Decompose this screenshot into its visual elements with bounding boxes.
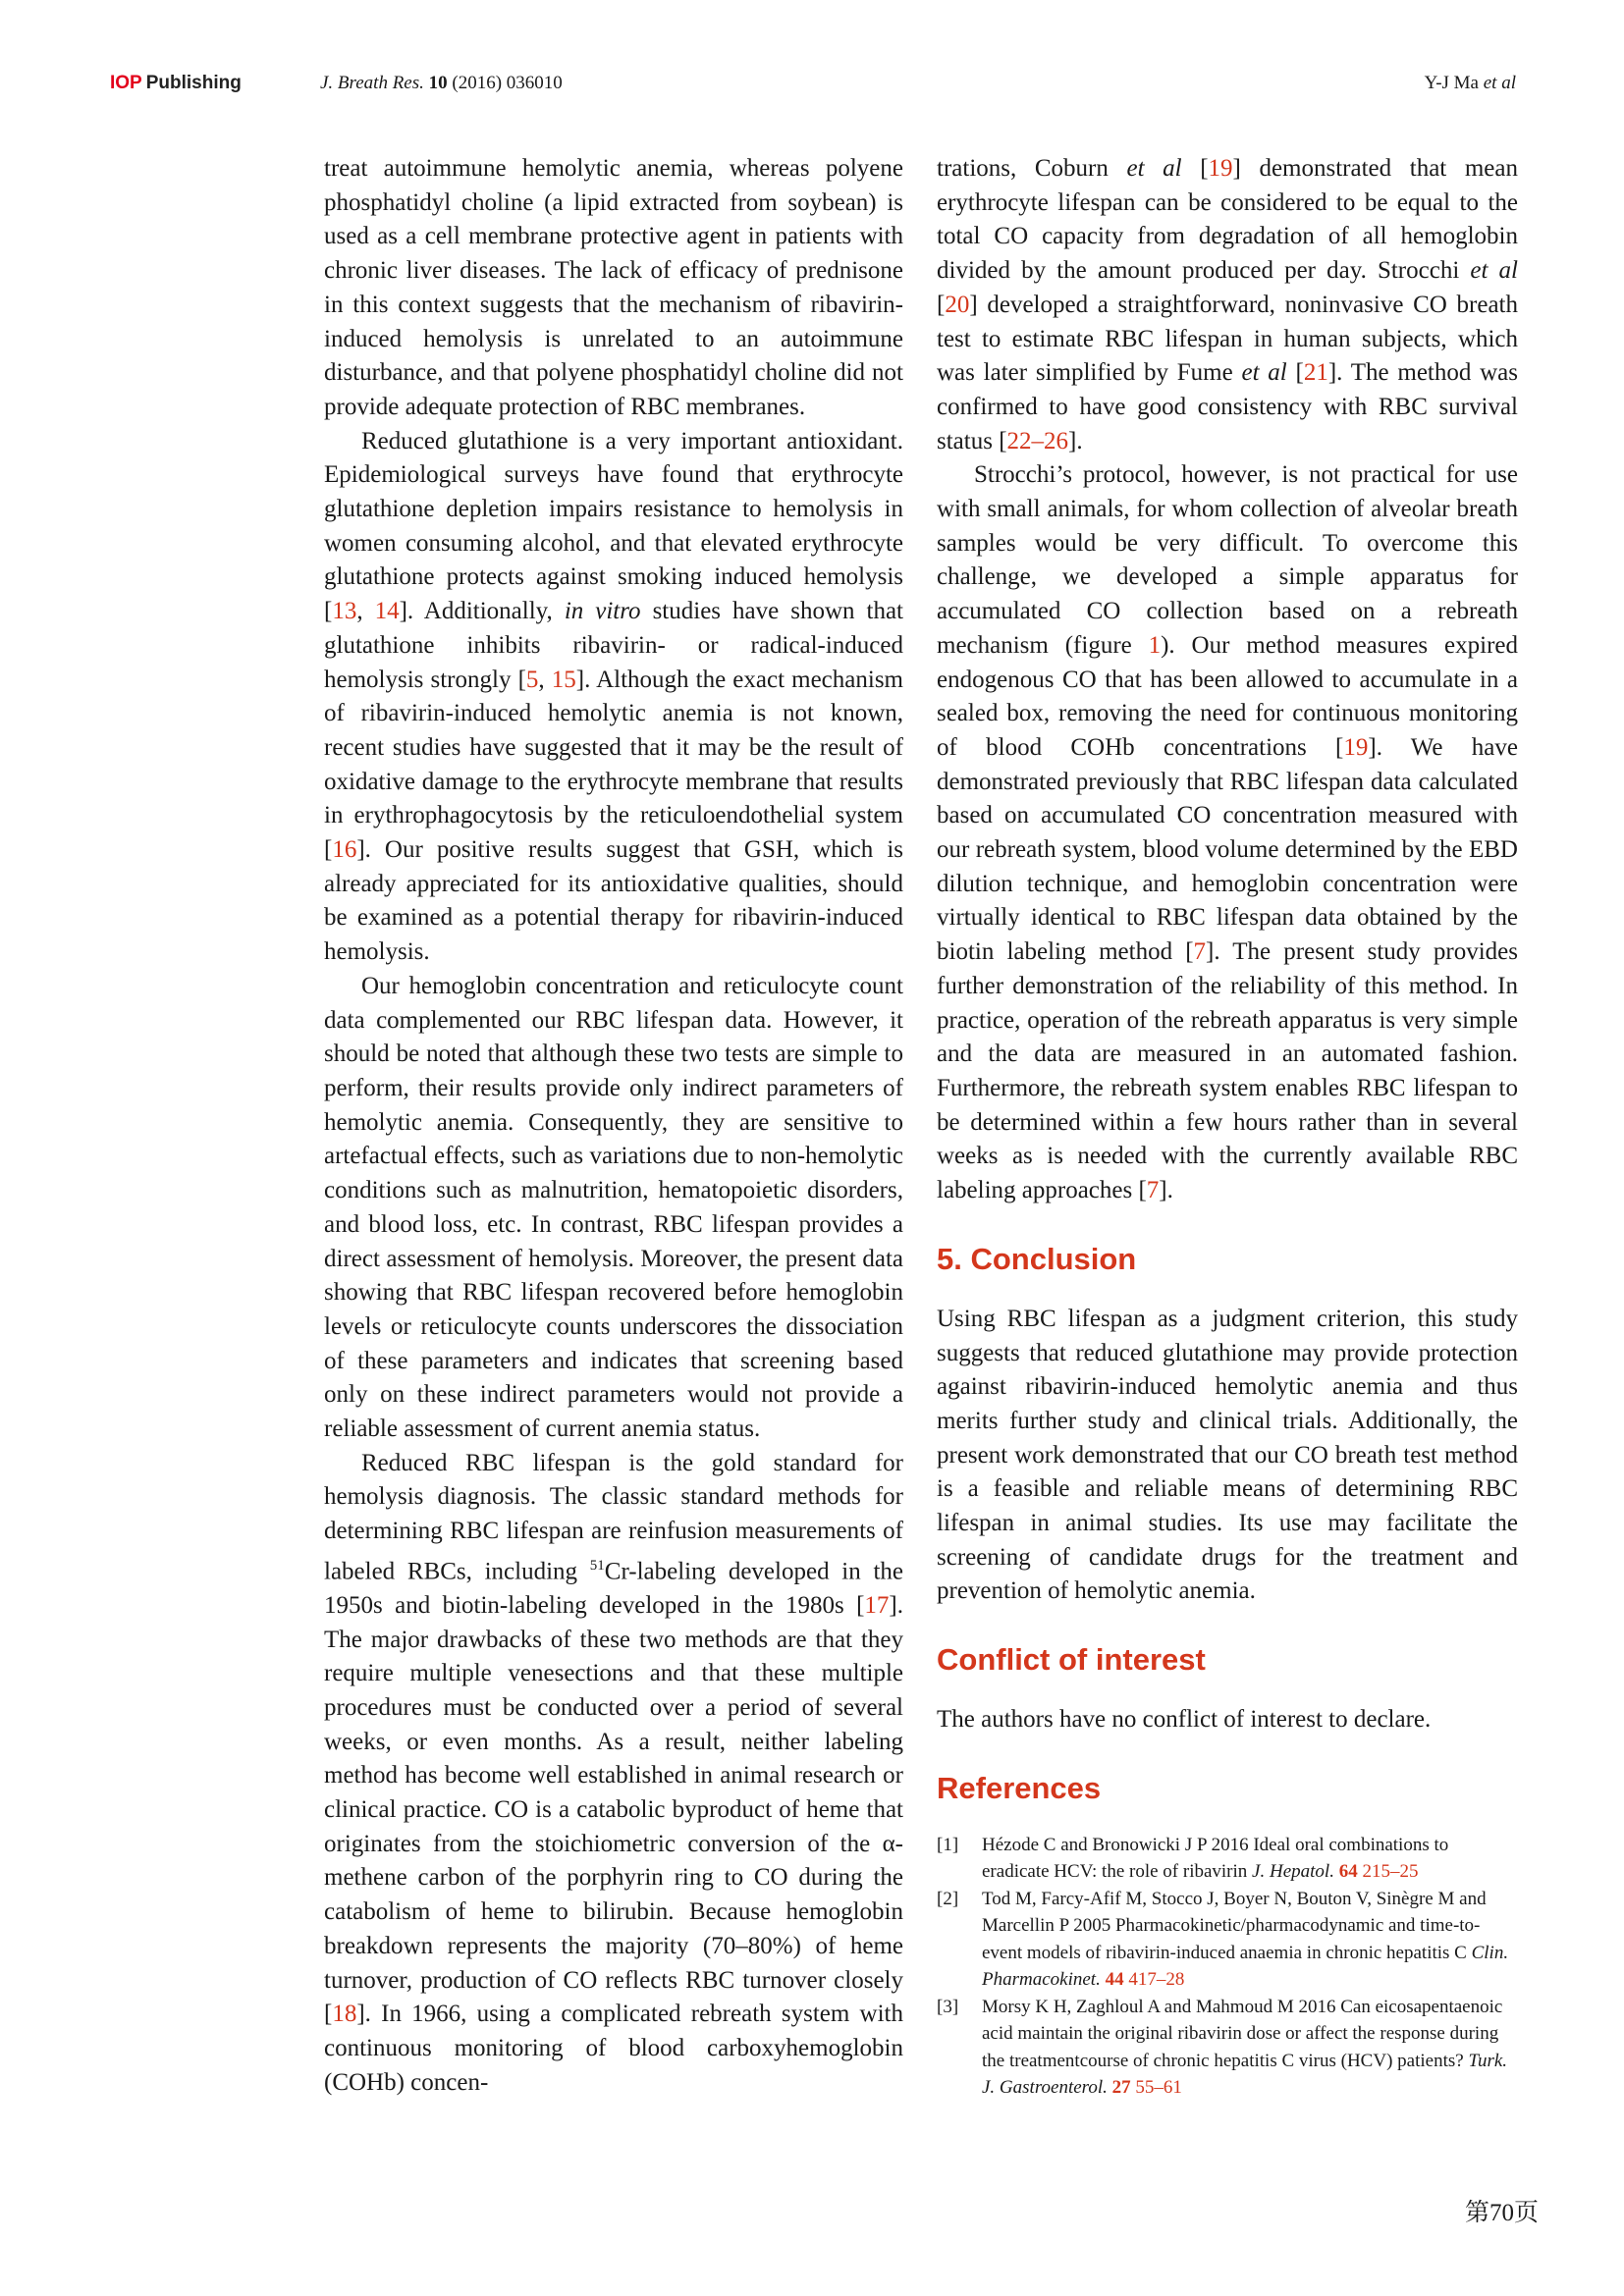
reference-text: Tod M, Farcy-Afif M, Stocco J, Boyer N, Bouton V, Sinègre M and Marcellin P 2005 Pharmacokinetic/pharmacodynamic and time-to-event models of ribavirin-induced anaemia in chronic hepatitis C Clin. Pharmacokinet. 44 417–28 xyxy=(982,1888,1509,1991)
reference-list xyxy=(937,1832,1518,2102)
journal-year-id: (2016) 036010 xyxy=(452,73,563,93)
citation-link[interactable]: 21 xyxy=(1303,359,1328,387)
citation-link[interactable]: 15 xyxy=(551,666,576,693)
reference-journal: Clin. Pharmacokinet. xyxy=(982,1942,1509,1991)
publisher-name: Publishing xyxy=(145,73,242,93)
figure-link[interactable]: 1 xyxy=(1148,631,1162,659)
reference-number: [1] xyxy=(937,1834,959,1855)
paragraph: treat autoimmune hemolytic anemia, whereas polyene phosphatidyl choline (a lipid extracted from soybean) is used as a cell membrane protective agent in patients with chronic liver diseases. The lack of efficacy of prednisone in this context suggests that the mechanism of ribavirin-induced hemolysis is unrelated to an autoimmune disturbance, and that polyene phosphatidyl choline did not provide adequate protection of RBC membranes. xyxy=(324,155,903,420)
journal-citation xyxy=(320,73,563,94)
left-column xyxy=(324,152,903,2100)
reference-item xyxy=(937,1832,1518,1886)
reference-pages-link[interactable]: 417–28 xyxy=(1128,1969,1185,1991)
citation-link[interactable]: 22–26 xyxy=(1006,427,1069,454)
journal-name: J. Breath Res. xyxy=(320,73,424,93)
iop-logo: IOP xyxy=(110,73,142,93)
conflict-paragraph: The authors have no conflict of interest to declare. xyxy=(937,1706,1432,1734)
reference-number: [2] xyxy=(937,1888,959,1909)
citation-link[interactable]: 7 xyxy=(1146,1177,1160,1204)
publisher-logo xyxy=(110,73,242,94)
citation-link[interactable]: 20 xyxy=(945,291,970,318)
reference-text: Morsy K H, Zaghloul A and Mahmoud M 2016 Can eicosapentaenoic acid maintain the original ribavirin dose or affect the response during the treatmentcourse of chronic hepatitis C virus (HCV) patients? Turk. J. Gastroenterol. 27 55–61 xyxy=(982,1996,1508,2099)
page-number: 第70页 xyxy=(1465,2200,1540,2226)
citation-link[interactable]: 19 xyxy=(1343,733,1369,761)
citation-link[interactable]: 19 xyxy=(1208,155,1233,182)
reference-volume-link[interactable]: 64 xyxy=(1333,1861,1363,1883)
reference-pages-link[interactable]: 215–25 xyxy=(1362,1861,1419,1883)
citation-link[interactable]: 18 xyxy=(332,2001,357,2028)
citation-link[interactable]: 7 xyxy=(1193,938,1207,966)
paragraph: trations, Coburn et al [19] demonstrated that mean erythrocyte lifespan can be considered to be equal to the total CO capacity from degradation of all hemoglobin divided by the amount produced per day. Strocchi et al [20] developed a straightforward, noninvasive CO breath test to estimate RBC lifespan in human subjects, which was later simplified by Fume et al [21]. The method was confirmed to have good consistency with RBC survival status [22–26]. xyxy=(937,155,1519,454)
conclusion-paragraph: Using RBC lifespan as a judgment criterion, this study suggests that reduced glutathione may provide protection against ribavirin-induced hemolytic anemia and thus merits further study and clinical trials. Additionally, the present work demonstrated that our CO breath test method is a feasible and reliable means of determining RBC lifespan in animal studies. Its use may facilitate the screening of candidate drugs for the treatment and prevention of hemolytic anemia. xyxy=(937,1305,1518,1605)
right-column xyxy=(937,152,1518,2102)
reference-item xyxy=(937,1886,1518,1994)
paragraph: Reduced RBC lifespan is the gold standard for hemolysis diagnosis. The classic standard methods for determining RBC lifespan are reinfusion measurements of labeled RBCs, including $^{51}$Cr-labeling developed in the 1950s and biotin-labeling developed in the 1980s [17]. The major drawbacks of these two methods are that they require multiple venesections and that these multiple procedures must be conducted over a period of several weeks, or even months. As a result, neither labeling method has become well established in animal research or clinical practice. CO is a catabolic byproduct of heme that originates from the stoichiometric conversion of the α-methene carbon of the porphyrin ring to CO during the catabolism of heme to bilirubin. Because hemoglobin breakdown represents the majority (70–80%) of heme turnover, production of CO reflects RBC turnover closely [18]. In 1966, using a complicated rebreath system with continuous monitoring of blood carboxyhemoglobin (COHb) concen- xyxy=(324,1449,903,2096)
conflict-heading: Conflict of interest xyxy=(937,1642,1206,1678)
citation-link[interactable]: 14 xyxy=(374,598,400,625)
reference-text: Hézode C and Bronowicki J P 2016 Ideal oral combinations to eradicate HCV: the role of ribavirin J. Hepatol. 64 215–25 xyxy=(982,1834,1449,1883)
paragraph: Reduced glutathione is a very important antioxidant. Epidemiological surveys have found that erythrocyte glutathione depletion impairs resistance to hemolysis in women consuming alcohol, and that elevated erythrocyte glutathione protects against smoking induced hemolysis [13, 14]. Additionally, in vitro studies have shown that glutathione inhibits ribavirin- or radical-induced hemolysis strongly [5, 15]. Although the exact mechanism of ribavirin-induced hemolytic anemia is not known, recent studies have suggested that it may be the result of oxidative damage to the erythrocyte membrane that results in erythrophagocytosis by the reticuloendothelial system [16]. Our positive results suggest that GSH, which is already appreciated for its antioxidative qualities, should be examined as a potential therapy for ribavirin-induced hemolysis. xyxy=(324,427,903,966)
references-heading: References xyxy=(937,1770,1102,1805)
paragraph: Strocchi’s protocol, however, is not practical for use with small animals, for whom collection of alveolar breath samples would be very difficult. To overcome this challenge, we developed a simple apparatus for accumulated CO collection based on a rebreath mechanism (figure 1). Our method measures expired endogenous CO that has been allowed to accumulate in a sealed box, removing the need for continuous monitoring of blood COHb concentrations [19]. We have demonstrated previously that RBC lifespan data calculated based on accumulated CO concentration measured with our rebreath system, blood volume determined by the EBD dilution technique, and hemoglobin concentration were virtually identical to RBC lifespan data obtained by the biotin labeling method [7]. The present study provides further demonstration of the reliability of this method. In practice, operation of the rebreath apparatus is very simple and the data are measured in an automated fashion. Furthermore, the rebreath system enables RBC lifespan to be determined within a few hours rather than in several weeks as is needed with the currently available RBC labeling approaches [7]. xyxy=(937,461,1518,1204)
citation-link[interactable]: 17 xyxy=(864,1591,890,1619)
reference-pages-link[interactable]: 55–61 xyxy=(1135,2077,1182,2099)
author-name: Y-J Ma xyxy=(1424,73,1479,93)
paragraph: Our hemoglobin concentration and reticulocyte count data complemented our RBC lifespan data. However, it should be noted that although these two tests are simple to perform, their results provide only indirect parameters of hemolytic anemia. Consequently, they are sensitive to artefactual effects, such as variations due to non-hemolytic conditions such as malnutrition, hematopoietic disorders, and blood loss, etc. In contrast, RBC lifespan provides a direct assessment of hemolysis. Moreover, the present data showing that RBC lifespan recovered before hemoglobin levels or reticulocyte counts underscores the dissociation of these parameters and indicates that screening based only on these indirect parameters would not provide a reliable assessment of current anemia status. xyxy=(324,972,903,1443)
reference-item xyxy=(937,1994,1518,2102)
citation-link[interactable]: 13 xyxy=(332,598,357,625)
journal-volume: 10 xyxy=(428,73,448,93)
conclusion-heading: 5. Conclusion xyxy=(937,1241,1137,1276)
reference-journal: Turk. J. Gastroenterol. xyxy=(982,2050,1508,2099)
reference-volume-link[interactable]: 44 xyxy=(1100,1969,1129,1991)
reference-volume-link[interactable]: 27 xyxy=(1107,2077,1136,2099)
citation-link[interactable]: 5 xyxy=(525,666,539,693)
running-author xyxy=(1425,73,1516,94)
author-etal: et al xyxy=(1483,73,1516,93)
citation-link[interactable]: 16 xyxy=(332,836,357,864)
reference-number: [3] xyxy=(937,1996,959,2017)
reference-journal: J. Hepatol. xyxy=(1252,1861,1334,1883)
